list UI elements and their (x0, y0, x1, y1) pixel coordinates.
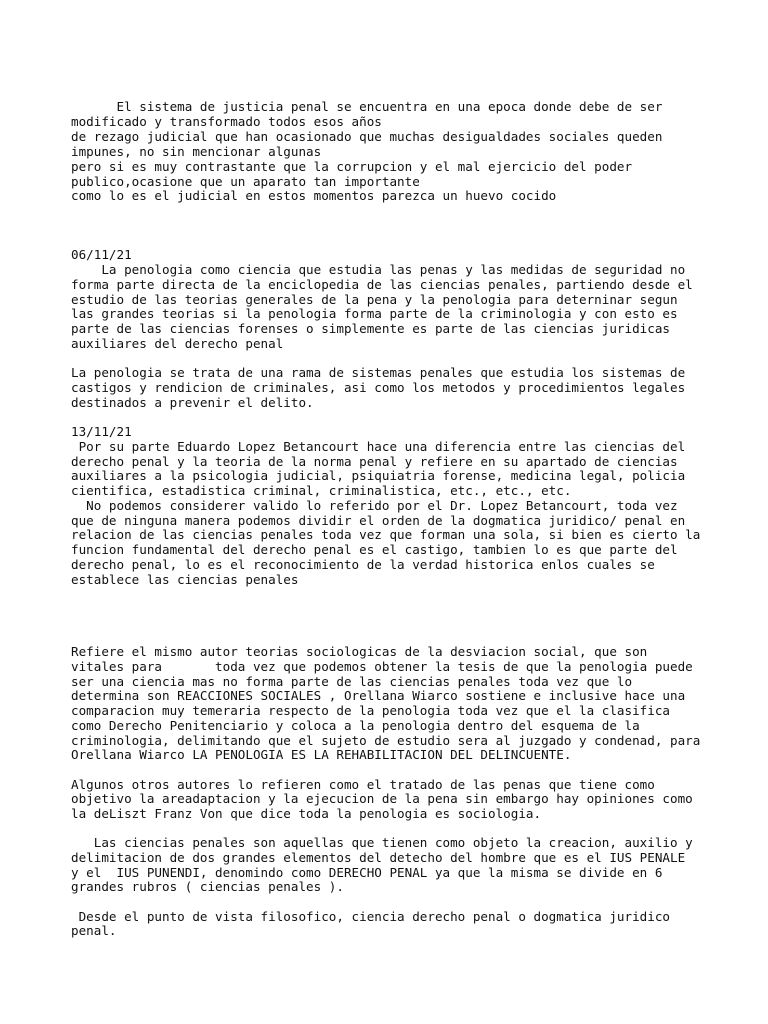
text-line: derecho penal y la teoria de la norma penal y refiere en su apartado de ciencias (71, 454, 678, 469)
text-line: cientifica, estadistica criminal, criminalistica, etc., etc., etc. (71, 483, 572, 498)
text-line: las grandes teorias si la penologia forma parte de la criminologia y con esto es (71, 306, 678, 321)
text-line: La penologia como ciencia que estudia las penas y las medidas de seguridad no (71, 262, 686, 277)
text-line: auxiliares del derecho penal (71, 336, 284, 351)
text-line: grandes rubros ( ciencias penales ). (71, 879, 344, 894)
text-line: Por su parte Eduardo Lopez Betancourt hace una diferencia entre las ciencias del (71, 439, 686, 454)
text-line: destinados a prevenir el delito. (71, 395, 314, 410)
text-line: penal. (71, 923, 117, 938)
text-line: que de ninguna manera podemos dividir el orden de la dogmatica juridico/ penal en (71, 513, 686, 528)
text-line: criminologia, delimitando que el sujeto de estudio sera al juzgado y condenad, para (71, 733, 701, 748)
text-line: objetivo la areadaptacion y la ejecucion de la pena sin embargo hay opiniones como (71, 791, 693, 806)
text-line: publico,ocasione que un aparato tan importante (71, 174, 420, 189)
text-line: impunes, no sin mencionar algunas (71, 144, 322, 159)
document-page (71, 0, 711, 1024)
text-line: La penologia se trata de una rama de sistemas penales que estudia los sistemas de (71, 365, 686, 380)
text-line: ser una ciencia mas no forma parte de las ciencias penales toda vez que lo (71, 674, 633, 689)
text-line: Refiere el mismo autor teorias sociologicas de la desviacion social, que son (71, 644, 648, 659)
text-line: comparacion muy temeraria respecto de la penologia toda vez que el la clasifica (71, 703, 670, 718)
text-line: estudio de las teorias generales de la pena y la penologia para deterninar segun (71, 292, 678, 307)
text-line: como lo es el judicial en estos momentos parezca un huevo cocido (71, 188, 557, 203)
date-heading: 06/11/21 (71, 247, 132, 262)
text-line: pero si es muy contrastante que la corrupcion y el mal ejercicio del poder (71, 159, 633, 174)
text-line: como Derecho Penitenciario y coloca a la penologia dentro del esquema de la (71, 718, 640, 733)
text-line: determina son REACCIONES SOCIALES , Orellana Wiarco sostiene e inclusive hace una (71, 688, 686, 703)
text-line: Algunos otros autores lo refieren como el tratado de las penas que tiene como (71, 777, 655, 792)
text-line: Orellana Wiarco LA PENOLOGIA ES LA REHABILITACION DEL DELINCUENTE. (71, 747, 572, 762)
text-line: la deLiszt Franz Von que dice toda la penologia es sociologia. (71, 806, 542, 821)
text-line: delimitacion de dos grandes elementos del detecho del hombre que es el IUS PENALE (71, 850, 686, 865)
text-line: forma parte directa de la enciclopedia de las ciencias penales, partiendo desde el (71, 277, 693, 292)
text-line: funcion fundamental del derecho penal es el castigo, tambien lo es que parte del (71, 542, 678, 557)
text-line: castigos y rendicion de criminales, asi como los metodos y procedimientos legales (71, 380, 686, 395)
text-line: establece las ciencias penales (71, 572, 299, 587)
text-line: modificado y transformado todos esos años (71, 114, 382, 129)
text-line: Las ciencias penales son aquellas que tienen como objeto la creacion, auxilio y (71, 835, 693, 850)
text-line: relacion de las ciencias penales toda vez que forman una sola, si bien es cierto la (71, 527, 701, 542)
text-line: Desde el punto de vista filosofico, ciencia derecho penal o dogmatica juridico (71, 909, 670, 924)
text-line: vitales para toda vez que podemos obtener la tesis de que la penologia puede (71, 659, 693, 674)
date-heading: 13/11/21 (71, 424, 132, 439)
text-line: El sistema de justicia penal se encuentra en una epoca donde debe de ser (71, 99, 663, 114)
text-line: derecho penal, lo es el reconocimiento de la verdad historica enlos cuales se (71, 557, 655, 572)
text-line: parte de las ciencias forenses o simplemente es parte de las ciencias juridicas (71, 321, 670, 336)
text-line: auxiliares a la psicologia judicial, psiquiatria forense, medicina legal, policia (71, 468, 686, 483)
text-line: y el IUS PUNENDI, denomindo como DERECHO PENAL ya que la misma se divide en 6 (71, 865, 663, 880)
text-line: de rezago judicial que han ocasionado que muchas desigualdades sociales queden (71, 129, 663, 144)
text-line: No podemos considerer valido lo referido por el Dr. Lopez Betancourt, toda vez (71, 498, 678, 513)
